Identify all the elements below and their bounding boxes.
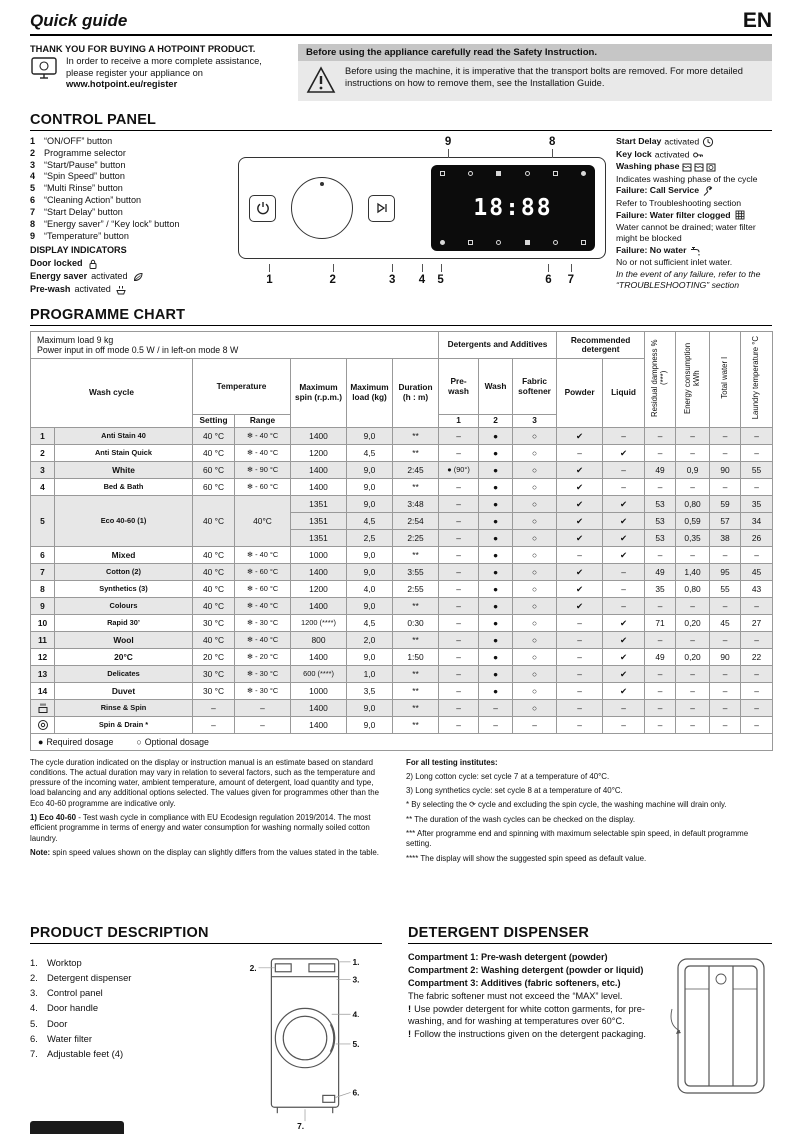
programme-selector-knob[interactable] [291,177,353,239]
table-row: 1 Anti Stain 40 40 °C ❄ - 40 °C 1400 9,0 ** – ● ○ ✔ – – – – – [31,427,773,444]
svg-text:7.: 7. [297,1120,305,1131]
legend-item: Failure: No water [616,245,772,257]
display-indicator-item: Energy saver activated [30,271,228,283]
header-range: Range [235,415,291,428]
rinse-spin-icon [37,702,49,714]
display-indicator-item: Door locked [30,258,228,270]
footnote: *** After programme end and spinning with maximum selectable spin speed, in default programme setting. [406,828,749,849]
product-description-heading: PRODUCT DESCRIPTION [30,925,382,944]
table-row: 6 Mixed 40 °C ❄ - 40 °C 1000 9,0 ** – ● ○ – ✔ – – – – [31,546,773,563]
thanks-block [30,44,284,101]
on-off-button[interactable] [249,195,276,222]
display-indicator-icons-bottom [440,240,586,245]
panel-outline [238,157,606,259]
start-delay-icon [702,136,714,148]
display-indicators-heading: DISPLAY INDICATORS [30,245,127,256]
control-panel-diagram [236,136,608,286]
detergent-dispenser-diagram [668,949,772,1101]
callout-number: 6 [545,274,552,286]
table-row: 11 Wool 40 °C ❄ - 40 °C 800 2,0 ** – ● ○ – ✔ – – – – [31,631,773,648]
display-indicator-icons-top [440,171,586,176]
programme-chart-heading: PROGRAMME CHART [30,307,772,326]
control-panel-list-item: 8 “Energy saver” / “Key lock” button [30,218,180,229]
display-time: 18:88 [473,194,553,221]
table-row: 3 White 60 °C ❄ - 90 °C 1400 9,0 2:45 ● (90°) ● ○ ✔ – 49 0,9 90 55 [31,461,773,478]
svg-text:5.: 5. [352,1038,360,1049]
product-description-list [30,955,228,1131]
control-panel-section [30,136,772,296]
table-row: 12 20°C 20 °C ❄ - 20 °C 1400 9,0 1:50 – ● ○ – ✔ 49 0,20 90 22 [31,648,773,665]
footnote: The cycle duration indicated on the display or instruction manual is an estimate based on standard conditions. The actual duration may vary in relation to several factors, such as the temperature and pressure of the incoming water, ambient temperature, amount of detergent, load quantity and type, load balancing and any additional options selected. The values given for programmes other than the Eco 40-60 programme are indicative only. [30,757,380,808]
legend-item: Washing phase [616,161,772,173]
callout-number: 9 [444,136,452,148]
footnote: 2) Long cotton cycle: set cycle 7 at a temperature of 40°C. [406,771,610,781]
control-panel-list-item: 9 “Temperature” button [30,230,129,241]
header-laundry-temp: Laundry temperature °C [741,332,773,428]
water-filter-icon [734,209,746,221]
footnote: Note: spin speed values shown on the display can slightly differs from the values stated in the table. [30,847,379,857]
header-col2: 2 [479,415,513,428]
programme-chart-table [30,331,773,751]
key-lock-icon [692,149,704,161]
spin-drain-icon [37,719,49,731]
legend-item: Refer to Troubleshooting section [616,197,742,208]
footnotes-right [406,758,772,868]
washing-machine-diagram [230,949,382,1131]
display-indicator-item: Pre-wash activated [30,284,228,296]
header-recommended: Recommended detergent [557,332,645,359]
header-wash-cycle: Wash cycle [31,359,193,427]
product-list-item: 5. Door [30,1017,68,1029]
detergent-paragraph: ! Use powder detergent for white cotton garments, for pre-washing, and for washing at temperatures over 60°C. [408,1003,645,1026]
required-dosage-icon: ● [38,736,44,747]
header-water: Total water l [710,332,741,428]
footnote: * By selecting the ⟳ cycle and excluding the spin cycle, the washing machine will drain only. [406,800,727,810]
callout-number: 2 [329,274,336,286]
table-row: 8 Synthetics (3) 40 °C ❄ - 60 °C 1200 4,0 2:55 – ● ○ ✔ – 35 0,80 55 43 [31,580,773,597]
washing-phase-icon [682,161,716,173]
detergent-paragraph: Compartment 2: Washing detergent (powder or liquid) [408,964,644,975]
control-panel-list-item: 6 “Cleaning Action” button [30,195,142,206]
header-max-spin: Maximum spin (r.p.m.) [291,359,347,427]
detergent-dispenser-block [408,914,772,1131]
header-max-load: Maximum load (kg) [347,359,393,427]
callout-number: 8 [548,136,556,148]
thanks-heading: THANK YOU FOR BUYING A HOTPOINT PRODUCT. [30,44,256,54]
header-col1: 1 [439,415,479,428]
table-row: 9 Colours 40 °C ❄ - 40 °C 1400 9,0 ** – ● ○ ✔ – – – – – [31,597,773,614]
intro-section [30,44,772,101]
detergent-paragraph: Compartment 3: Additives (fabric softeners, etc.) [408,977,621,988]
no-water-icon [689,245,701,257]
register-monitor-icon [30,56,60,91]
control-panel-list-item: 4 “Spin Speed” button [30,171,125,182]
footnotes-section [30,758,772,868]
footnotes-left [30,758,386,868]
thanks-text: In order to receive a more complete assistance, please register your appliance on [66,56,262,78]
control-panel-heading: CONTROL PANEL [30,112,772,131]
bottom-section [30,914,772,1131]
table-row: 14 Duvet 30 °C ❄ - 30 °C 1000 3,5 ** – ● ○ – ✔ – – – – [31,682,773,699]
table-row: 10 Rapid 30’ 30 °C ❄ - 30 °C 1200 (****) 4,5 0:30 – ● ○ – ✔ 71 0,20 45 27 [31,614,773,631]
control-panel-list-item: 5 “Multi Rinse” button [30,183,123,194]
header-pre-wash: Pre-wash [439,359,479,415]
page-title: Quick guide [30,11,128,30]
product-list-item: 4. Door handle [30,1002,99,1014]
table-row: 2 Anti Stain Quick 40 °C ❄ - 40 °C 1200 4,5 ** – ● ○ – ✔ – – – – [31,444,773,461]
control-panel-legend [616,136,772,296]
masthead [30,10,772,36]
header-duration: Duration (h : m) [393,359,439,427]
safety-body-text: Before using the machine, it is imperative that the transport bolts are removed. For more detailed instructions on how to remove them, see the Installation Guide. [345,66,743,88]
energy-saver-icon [132,271,144,283]
legend-item: No or not sufficient inlet water. [616,257,733,267]
table-row: 1351 2,5 2:25 – ● ○ ✔ ✔ 53 0,35 38 26 [31,529,773,546]
footnote: 1) Eco 40-60 - Test wash cycle in compliance with EU Ecodesign regulation 2019/2014. The most efficient programme in terms of energy and water consumption for washing normally soiled cotton laundry. [30,812,371,843]
footnote: ** The duration of the wash cycles can be checked on the display. [406,814,636,824]
register-url[interactable]: www.hotpoint.eu/register [66,79,178,90]
product-list-item: 7. Adjustable feet (4) [30,1048,124,1060]
callout-number: 7 [567,274,574,286]
header-liquid: Liquid [603,359,645,427]
header-dampness: Residual dampness % (***) [645,332,676,428]
header-temperature: Temperature [193,359,291,415]
header-softener: Fabric softener [513,359,557,415]
table-row: 7 Cotton (2) 40 °C ❄ - 60 °C 1400 9,0 3:55 – ● ○ ✔ – 49 1,40 95 45 [31,563,773,580]
optional-dosage-icon: ○ [136,736,142,747]
footnote: 3) Long synthetics cycle: set cycle 8 at a temperature of 40°C. [406,786,623,796]
table-row: 1351 4,5 2:54 – ● ○ ✔ ✔ 53 0,59 57 34 [31,512,773,529]
legend-item: In the event of any failure, refer to the “TROUBLESHOOTING” section [616,268,761,290]
legend-item: Key lock activated [616,149,772,161]
control-panel-list-item: 2 Programme selector [30,147,126,158]
svg-text:4.: 4. [352,1009,360,1020]
header-powder: Powder [557,359,603,427]
table-row: 13 Delicates 30 °C ❄ - 30 °C 600 (****) 1,0 ** – ● ○ – ✔ – – – – [31,665,773,682]
detergent-paragraph: Compartment 1: Pre-wash detergent (powder) [408,951,608,962]
pre-wash-icon [115,284,127,296]
header-detergents: Detergents and Additives [439,332,557,359]
control-panel-list-item: 1 “ON/OFF” button [30,136,113,146]
footnote: **** The display will show the suggested spin speed as default value. [406,853,647,863]
legend-item: Indicates washing phase of the cycle [616,173,758,184]
display [431,165,595,251]
detergent-paragraph: The fabric softener must not exceed the “MAX” level. [408,990,623,1001]
header-col3: 3 [513,415,557,428]
header-energy: Energy consumption kWh [676,332,710,428]
start-pause-button[interactable] [368,195,395,222]
table-row: Spin & Drain * – – 1400 9,0 ** – – – – – – – – – [31,716,773,733]
product-list-item: 1. Worktop [30,956,82,968]
product-description-block [30,914,382,1131]
part-number-box [30,1121,124,1134]
door-locked-icon [87,258,99,270]
detergent-dispenser-text [408,952,660,1101]
footnote: For all testing institutes: [406,757,498,767]
detergent-dispenser-heading: DETERGENT DISPENSER [408,925,772,944]
header-wash: Wash [479,359,513,415]
callout-number: 4 [418,274,426,286]
table-row: 5 Eco 40-60 (1) 40 °C 40°C 1351 9,0 3:48 – ● ○ ✔ ✔ 53 0,80 59 35 [31,495,773,512]
svg-text:1.: 1. [352,956,360,967]
control-panel-button-list [30,136,228,296]
warning-triangle-icon [306,66,336,94]
svg-text:6.: 6. [352,1087,360,1098]
legend-item: Start Delay activated [616,136,772,148]
safety-heading: Before using the appliance carefully read the Safety Instruction. [298,44,772,61]
callout-number: 5 [437,274,444,286]
legend-item: Failure: Call Service [616,185,772,197]
product-list-item: 6. Water filter [30,1032,92,1044]
callout-number: 3 [389,274,396,286]
callout-number: 1 [266,274,273,286]
table-row: 4 Bed & Bath 60 °C ❄ - 60 °C 1400 9,0 ** – ● ○ ✔ – – – – – [31,478,773,495]
control-panel-list-item: 3 “Start/Pause” button [30,159,126,170]
detergent-paragraph: ! Follow the instructions given on the detergent packaging. [408,1028,646,1039]
language-badge: EN [742,9,772,32]
legend-item: Water cannot be drained; water filter might be blocked [616,221,756,243]
control-panel-list-item: 7 “Start Delay” button [30,206,123,217]
product-list-item: 3. Control panel [30,987,103,999]
thanks-body [66,56,284,91]
safety-box [298,44,772,101]
svg-text:3.: 3. [352,974,360,985]
header-setting: Setting [193,415,235,428]
table-load-note: Maximum load 9 kg Power input in off mode 0.5 W / in left-on mode 8 W [31,332,439,359]
call-service-icon [702,185,714,197]
legend-item: Failure: Water filter clogged [616,209,772,221]
product-list-item: 2. Detergent dispenser [30,972,132,984]
table-legend: ● Required dosage ○ Optional dosage [31,733,773,750]
table-row: Rinse & Spin – – 1400 9,0 ** – – ○ – – – – – – [31,699,773,716]
svg-text:2.: 2. [249,962,257,973]
